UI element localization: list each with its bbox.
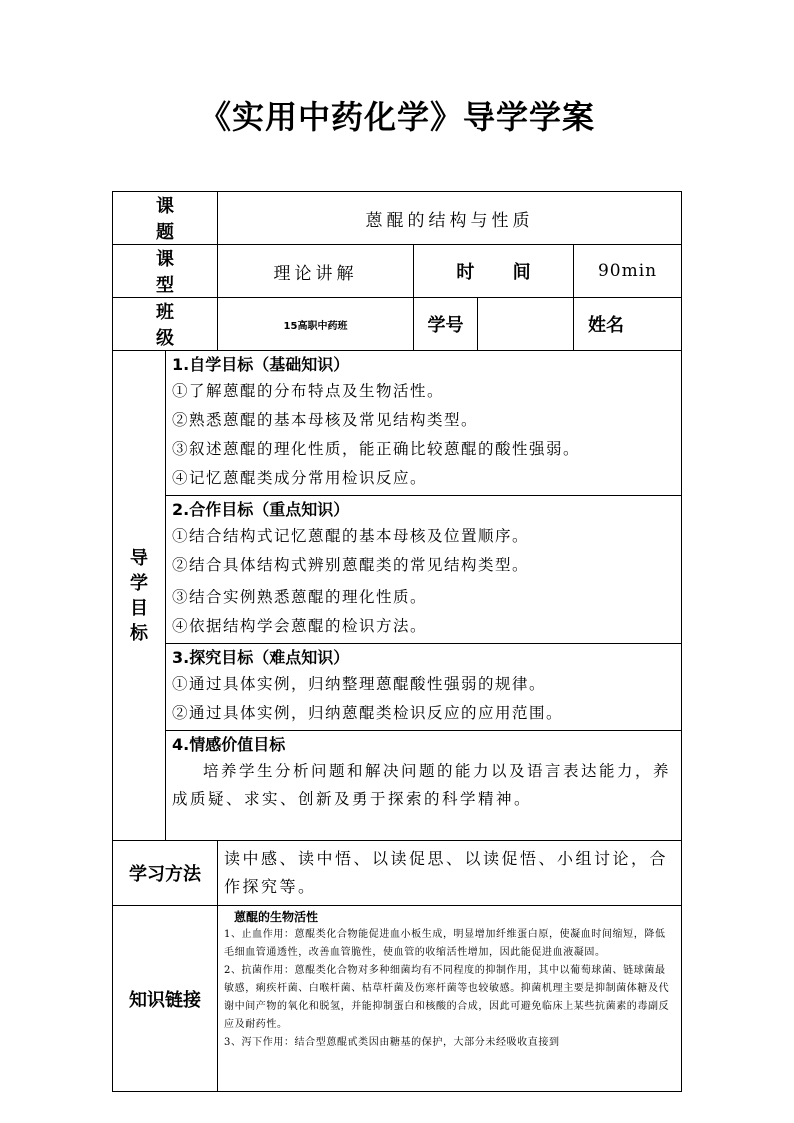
section-heading: 1.自学目标（基础知识） [172,355,350,374]
goal-item: ④依据结构学会蒽醌的检识方法。 [172,617,428,635]
knowledge-paragraph: 3、泻下作用：结合型蒽醌甙类因由糖基的保护，大部分未经吸收直接到 [224,1037,560,1048]
knowledge-title: 蒽醌的生物活性 [234,910,319,924]
section-heading: 3.探究目标（难点知识） [172,648,350,667]
type-row [113,245,682,298]
goal-item: ①结合结构式记忆蒽醌的基本母核及位置顺序。 [172,527,530,545]
topic-row [113,192,682,245]
goal-item: ②熟悉蒽醌的基本母核及常见结构类型。 [172,411,479,429]
goal-item: ④记忆蒽醌类成分常用检识反应。 [172,469,428,487]
class-label: 班 级 [113,298,218,351]
type-label: 课 型 [113,245,218,298]
self-study-goal [166,351,682,496]
cooperation-goal [166,496,682,644]
knowledge-paragraph: 2、抗菌作用：蒽醌类化合物对多种细菌均有不同程度的抑制作用，其中以葡萄球菌、链球菌最敏感，痢疾杆菌、白喉杆菌、枯草杆菌及伤寒杆菌等也较敏感。抑菌机理主要是抑制菌体糖及代谢中间产物的氧化和脱氢，并能抑制蛋白和核酸的合成，因此可避免临床上某些抗菌素的毒副反应及耐药性。 [224,965,670,1030]
time-value: 90min [574,245,682,298]
knowledge-label: 知识链接 [113,906,218,1092]
emotion-goal [166,731,682,841]
document-title: 《实用中药化学》导学学案 [198,98,595,136]
section-heading: 4.情感价值目标 [172,735,286,754]
self-study-row [113,351,682,496]
class-value: 15高职中药班 [218,298,414,351]
goal-item: ②通过具体实例，归纳蒽醌类检识反应的应用范围。 [172,704,564,722]
student-no-value [478,298,574,351]
topic-label: 课 题 [113,192,218,245]
class-row [113,298,682,351]
goal-item: ②结合具体结构式辨别蒽醌类的常见结构类型。 [172,556,530,574]
topic-value: 蒽醌的结构与性质 [218,192,682,245]
student-no-label: 学号 [414,298,478,351]
inquiry-goal [166,644,682,731]
knowledge-row [113,906,682,1092]
inquiry-row [113,644,682,731]
method-row [113,841,682,906]
knowledge-content [218,906,682,1092]
name-label: 姓名 [574,298,682,351]
method-label: 学习方法 [113,841,218,906]
section-heading: 2.合作目标（重点知识） [172,500,350,519]
guide-goal-label: 导 学 目 标 [113,351,166,841]
goal-item: ③叙述蒽醌的理化性质，能正确比较蒽醌的酸性强弱。 [172,440,581,458]
emotion-row [113,731,682,841]
time-label: 时 间 [414,245,574,298]
cooperation-row [113,496,682,644]
lesson-plan-table [112,191,682,1092]
goal-item: ③结合实例熟悉蒽醌的理化性质。 [172,588,428,606]
type-value: 理论讲解 [218,245,414,298]
knowledge-paragraph: 1、止血作用：蒽醌类化合物能促进血小板生成，明显增加纤维蛋白原，使凝血时间缩短，降低毛细血管通透性，改善血管脆性，使血管的收缩活性增加，因此能促进血液凝固。 [224,929,666,958]
goal-item: ①通过具体实例，归纳整理蒽醌酸性强弱的规律。 [172,675,547,693]
goal-item: ①了解蒽醌的分布特点及生物活性。 [172,382,445,400]
method-text: 读中感、读中悟、以读促思、以读促悟、小组讨论，合作探究等。 [218,841,682,906]
emotion-text: 培养学生分析问题和解决问题的能力以及语言表达能力，养成质疑、求实、创新及勇于探索的科学精神。 [172,762,672,808]
